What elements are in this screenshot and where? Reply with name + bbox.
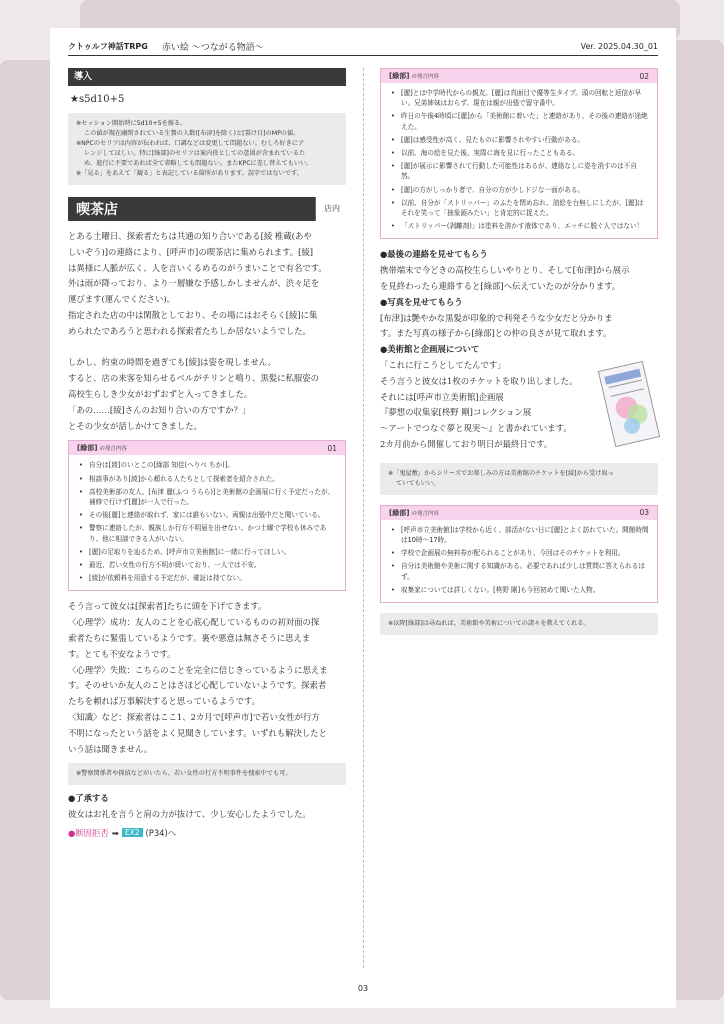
police-note: ※警察関係者や探偵などがいたら、若い女性の行方不明事件を捜索中でも可。 bbox=[68, 763, 346, 785]
scene-text bbox=[68, 229, 346, 434]
left-column bbox=[68, 68, 346, 839]
list-item: • 相談事があり[綾]から頼れる人たちとして探索者を紹介された。 bbox=[77, 474, 337, 484]
note-line: この値が現在幽閉されている生贄の人数([布津]を除く)と[裂け目]のMPの値。 bbox=[84, 130, 300, 137]
list-item: • [麗]は感受性が高く、見たものに影響されやすい行動がある。 bbox=[389, 135, 649, 145]
dialogue-box-header bbox=[381, 506, 657, 520]
body-line: すると、店の来客を知らせるベルがチリンと鳴り、黒髪に私服姿の bbox=[68, 373, 319, 384]
body-line: 「あの……[綾]さんのお知り合いの方ですか？」 bbox=[68, 404, 251, 415]
note-line: ていてもいい。 bbox=[396, 479, 440, 487]
list-item: • 以前、海の絵を見た後、実際に海を見に行ったこともある。 bbox=[389, 148, 649, 158]
list-item: • [麗]が展示に影響されて行動した可能性はあるが、連絡なしに姿を消すのは不自然。 bbox=[389, 161, 649, 181]
list-item: • 最近、若い女性の行方不明が続いており、一人では不安。 bbox=[77, 560, 337, 570]
dialogue-list bbox=[381, 83, 657, 238]
body-line: す。とても不安なようです。 bbox=[68, 648, 176, 659]
list-item: • 学校で企画展の無料券が配られることがあり、今回はそのチケットを利用。 bbox=[389, 548, 649, 558]
document-page bbox=[50, 28, 676, 1008]
body-line: いう話は聞きません。 bbox=[68, 743, 153, 754]
body-line: 運びます(運んでください)。 bbox=[68, 294, 176, 305]
list-item: • 「ストリッパー(剥離剤)」は塗料を溶かす液体であり、エッチに脱ぐ人ではない！ bbox=[389, 221, 649, 231]
body-line: しいぞう)]の連絡により、[呼声市]の喫茶店に集められます。[綾] bbox=[68, 246, 314, 257]
box-number: 02 bbox=[639, 71, 649, 81]
intro-note bbox=[68, 113, 346, 185]
body-line: しかし、約束の時間を過ぎても[綾]は姿を現しません。 bbox=[68, 357, 277, 368]
body-line: そう言って彼女は[探索者]たちに頭を下げてきます。 bbox=[68, 601, 267, 612]
list-item: • [綾]が依頼料を用意する予定だが、確証は持てない。 bbox=[77, 573, 337, 583]
speaker-label: [綠部] bbox=[389, 508, 410, 517]
dialogue-box-03 bbox=[380, 505, 658, 603]
body-line: 〈知識〉など：探索者はここ1、2カ月で[呼声市]で若い女性が行方 bbox=[68, 711, 320, 722]
box-number: 01 bbox=[327, 443, 337, 453]
list-item: • 収集家については詳しくない。[柊野 剛]も今回初めて聞いた人物。 bbox=[389, 585, 649, 595]
body-line: それには[呼声市立美術館]企画展 bbox=[380, 391, 504, 402]
investigation-text bbox=[380, 247, 658, 452]
list-item: • 自分は美術館や美術に関する知識がある。必要であれば少しは質問に答えられるはず。 bbox=[389, 561, 649, 581]
dialogue-box-header bbox=[69, 441, 345, 455]
brush-stroke-left bbox=[0, 60, 56, 1000]
arrow-right-icon: ➡ bbox=[111, 827, 119, 838]
dialogue-box-02 bbox=[380, 68, 658, 239]
list-item: • 警察に連絡したが、親族しか行方不明届を出せない、かつ土曜で学校も休みであり、他に相談できる人がいない。 bbox=[77, 523, 337, 543]
header-series: クトゥルフ神話TRPG bbox=[68, 42, 148, 51]
paragraph-gap bbox=[68, 340, 346, 356]
note-line: め、進行に不要であれば全て省略しても問題ない。またKPCに差し替えてもいい。 bbox=[84, 160, 313, 167]
refuse-link[interactable] bbox=[68, 827, 346, 839]
speaker-label: [綠部] bbox=[77, 444, 98, 453]
dialogue-box-01 bbox=[68, 440, 346, 591]
header-version: Ver. 2025.04.30_01 bbox=[580, 42, 658, 51]
body-line: そう言うと彼女は1枚のチケットを取り出しました。 bbox=[380, 375, 578, 386]
body-line: 〈心理学〉成功：友人のことを心底心配しているものの初対面の探 bbox=[68, 617, 320, 628]
list-item: • 以前、自分が「ストリッパー」のふたを閉め忘れ、油絵を台無しにしたが、[麗]はそれを笑って「抽象画みたい」と肯定的に捉えた。 bbox=[389, 198, 649, 218]
note-line: ※「鬼屋敷」からシリーズでお楽しみの方は美術館のチケットを[綾]から受け取っ bbox=[388, 469, 614, 477]
list-item: • 自分は[綾]のいとこの[綠部 知佳(へりべ ちか)]。 bbox=[77, 460, 337, 470]
refuse-label: ●断固拒否 bbox=[68, 827, 109, 838]
section-heading-intro: 導入 bbox=[68, 68, 346, 86]
scene-heading bbox=[68, 197, 346, 221]
header-title: 赤い絵 〜つながる物語〜 bbox=[161, 43, 264, 53]
body-line: ●美術館と企画展について bbox=[380, 344, 480, 355]
accept-section bbox=[68, 791, 346, 823]
scene-text-2 bbox=[68, 599, 346, 757]
list-item: • [麗]とは中学時代からの親友。[麗]は真面目で優等生タイプ。頭の回転と返信が早い。兄弟姉妹はおらず、現在は親が出張で留守番中。 bbox=[389, 88, 649, 108]
scene-name: 喫茶店 bbox=[76, 202, 118, 218]
note-line: レンジしてほしい。特に[綠部]のセリフは案内役としての意図が含まれているた bbox=[84, 150, 306, 157]
scene-place: 店内 bbox=[315, 197, 346, 221]
dialogue-list bbox=[69, 455, 345, 590]
body-line: す。そのせいか友人のことはさほど心配していないようです。探索者 bbox=[68, 680, 327, 691]
list-item: • [麗]の足取りを辿るため、[呼声市立美術館]に一緒に行ってほしい。 bbox=[77, 547, 337, 557]
list-item: • [呼声市立美術館]は学校から近く、部活がない日に[麗]とよく訪れていた。開館時間は10時〜17時。 bbox=[389, 525, 649, 545]
speaker-sub: の発言内容 bbox=[411, 74, 439, 80]
body-line: 『夢想の収集家[柊野 剛]コレクション展 bbox=[380, 407, 532, 418]
accept-title: ●了承する bbox=[68, 793, 109, 804]
note-line: ※NPCのセリフは内容が伝われば、口調などは変更して問題ない。むしろ好きにア bbox=[76, 140, 305, 147]
body-line: ●最後の連絡を見せてもらう bbox=[380, 249, 488, 260]
body-line: 携帯端末で今どきの高校生らしいやりとり、そして[布津]から展示 bbox=[380, 265, 630, 276]
body-line: は異様に人脈が広く、人を言いくるめるのがうまいことで有名です。 bbox=[68, 262, 327, 273]
body-line: 外は雨が降っており、より一層嫌な予感しかしませんが、渋々足を bbox=[68, 278, 320, 289]
body-line: ●写真を見せてもらう bbox=[380, 296, 463, 307]
body-line: [布津]は艶やかな黒髪が印象的で利発そうな少女だと分かりま bbox=[380, 312, 613, 323]
list-item: • その後[麗]と連絡が取れず、家には誰もいない。両親は出張中だと聞いている。 bbox=[77, 510, 337, 520]
accept-text: 彼女はお礼を言うと肩の力が抜けて、少し安心したようでした。 bbox=[68, 809, 311, 820]
speaker-sub: の発言内容 bbox=[99, 446, 127, 453]
ex-badge: EX2 bbox=[122, 828, 143, 837]
body-line: 不明になったという話をよく見聞きしています。いずれも解決したと bbox=[68, 727, 327, 738]
dialogue-box-header bbox=[381, 69, 657, 83]
body-line: 〈心理学〉失敗：こちらのことを完全に信じきっているように思えま bbox=[68, 664, 328, 675]
speaker-sub: の発言内容 bbox=[411, 510, 439, 517]
body-line: とその少女が話しかけてきました。 bbox=[68, 420, 202, 431]
right-column bbox=[380, 68, 658, 635]
body-line: 索者たちに緊張しているようです。裏や悪意は無さそうに思えま bbox=[68, 632, 311, 643]
body-line: 高校生らしき少女がおずおずと入ってきました。 bbox=[68, 388, 253, 399]
list-item: • 高校美術部の友人、[布津 麗(ふつ うらら)]と美術館の企画展に行く予定だったが、補修で行けず[麗]が一人で行った。 bbox=[77, 487, 337, 507]
list-item: • [麗]の方がしっかり者で、自分の方が少しドジな一面がある。 bbox=[389, 185, 649, 195]
museum-note: ※以降[綠部]は尋ねれば、美術館や美術についての諸々を教えてくれる。 bbox=[380, 613, 658, 635]
body-line: す。また写真の様子から[綠部]との仲の良さが見て取れます。 bbox=[380, 328, 612, 339]
body-line: を見終わったら連絡すると[綠部]へ伝えていたのが分かります。 bbox=[380, 281, 621, 292]
running-header bbox=[68, 38, 658, 56]
body-line: 指定された店の中は閑散としており、その場にはおそらく[綾]に集 bbox=[68, 309, 318, 320]
list-item: • 昨日の午後4時頃に[麗]から「美術館に着いた」と連絡があり、その後の連絡が途絶えた。 bbox=[389, 111, 649, 131]
body-line: たちを頼れば万事解決すると思っているようです。 bbox=[68, 696, 260, 707]
body-line: 〜アートでつなぐ夢と現実〜』と書かれています。 bbox=[380, 423, 572, 434]
box-number: 03 bbox=[639, 508, 649, 518]
dice-roll: ★s5d10+5 bbox=[70, 94, 125, 105]
body-line: 「これに行こうとしてたんです」 bbox=[380, 360, 506, 371]
page-reference: (P34)へ bbox=[145, 827, 177, 838]
note-line: ※セッション開始時に5d10+5を振る。 bbox=[76, 120, 187, 127]
page-number: 03 bbox=[357, 984, 369, 993]
body-line: 2カ月前から開催しており明日が最終日です。 bbox=[380, 439, 553, 449]
ticket-note bbox=[380, 463, 658, 495]
note-line: ※「見る」をあえて「観る」と表記している箇所があります。誤字ではないです。 bbox=[76, 170, 303, 177]
column-divider bbox=[363, 68, 364, 968]
speaker-label: [綠部] bbox=[389, 72, 410, 80]
dialogue-list bbox=[381, 520, 657, 602]
body-line: とある土曜日、探索者たちは共通の知り合いである[綾 椎蔵(あや bbox=[68, 231, 312, 241]
body-line: められたであろうと思われる探索者たちしか居ないようでした。 bbox=[68, 325, 311, 336]
